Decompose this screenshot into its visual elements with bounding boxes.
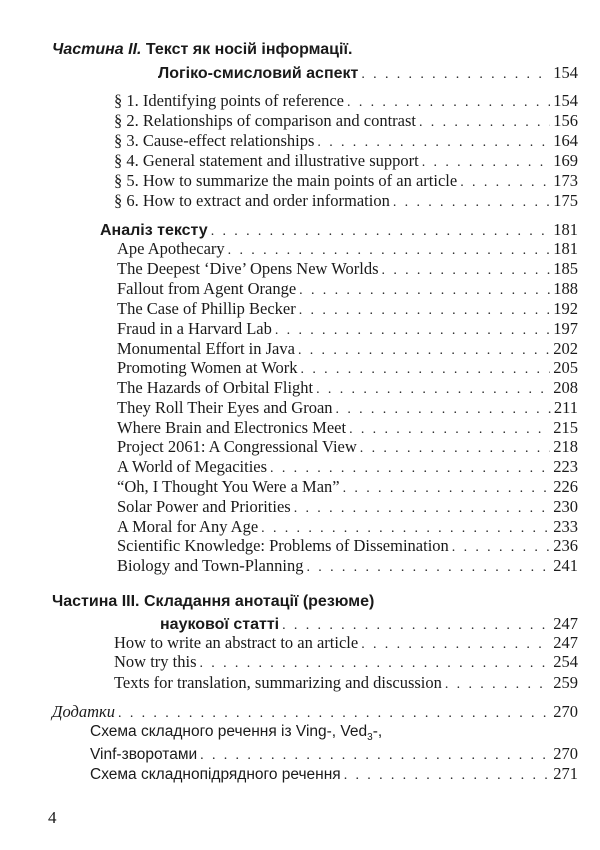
part2-title-label: Логіко-смисловий аспект: [158, 65, 359, 82]
appendix-page: 270: [553, 702, 578, 721]
toc-entry: [117, 279, 578, 299]
toc-entry-label: Monumental Effort in Java: [117, 339, 295, 358]
toc-entry: [114, 111, 578, 131]
dot-leader: [294, 501, 551, 517]
toc-entry-page: 185: [553, 259, 578, 278]
analysis-page: 181: [553, 220, 578, 239]
dot-leader: [282, 618, 550, 634]
toc-entry-label: The Deepest ‘Dive’ Opens New Worlds: [117, 259, 379, 278]
toc-entry-page: 259: [553, 673, 578, 692]
toc-entry-label: Biology and Town-Planning: [117, 556, 304, 575]
toc-entry-label: They Roll Their Eyes and Groan: [117, 398, 333, 417]
toc-entry: [114, 91, 578, 111]
dot-leader: [275, 323, 550, 339]
part2-title-prefix: Частина II.: [52, 41, 142, 58]
toc-entry-page: 254: [553, 652, 578, 671]
toc-entry-label: Scientific Knowledge: Problems of Dissemination: [117, 536, 449, 555]
toc-entry: [117, 378, 578, 398]
toc-entry: [117, 339, 578, 359]
dot-leader: [452, 540, 550, 556]
toc-entry: [114, 652, 578, 672]
dot-leader: [393, 195, 550, 211]
dot-leader: [306, 560, 550, 576]
toc-entry: [114, 151, 578, 171]
dot-leader: [211, 224, 551, 240]
toc-entry-page: 223: [553, 457, 578, 476]
dot-leader: [382, 263, 551, 279]
toc-entry: [117, 319, 578, 339]
toc-entry: [114, 191, 578, 211]
toc-entry-label: Now try this: [114, 652, 197, 671]
toc-entry-label: Project 2061: A Congressional View: [117, 437, 357, 456]
toc-entry-label: § 2. Relationships of comparison and contrast: [114, 111, 416, 130]
toc-entry-page: 156: [553, 111, 578, 130]
dot-leader: [336, 402, 551, 418]
appendix-item2: [90, 764, 578, 784]
dot-leader: [316, 382, 550, 398]
toc-entry: [117, 398, 578, 418]
part2-title-line1: [52, 41, 352, 59]
dot-leader: [360, 441, 550, 457]
dot-leader: [200, 748, 550, 764]
toc-entry-page: 236: [553, 536, 578, 555]
toc-entry-label: § 1. Identifying points of reference: [114, 91, 345, 110]
toc-entry: [117, 239, 578, 259]
toc-entry: [117, 477, 578, 497]
dot-leader: [347, 95, 550, 111]
dot-leader: [460, 175, 550, 191]
dot-leader: [445, 677, 550, 693]
part2-title-line2: [158, 63, 578, 83]
toc-entry-label: A Moral for Any Age: [117, 517, 259, 536]
toc-entry: [114, 633, 578, 653]
toc-entry-page: 202: [553, 339, 578, 358]
toc-entry-page: 169: [553, 151, 578, 170]
part3-title-label: наукової статті: [160, 616, 280, 633]
toc-entry-label: § 3. Cause-effect relationships: [114, 131, 315, 150]
dot-leader: [228, 243, 551, 259]
toc-entry-label: Promoting Women at Work: [117, 358, 298, 377]
dot-leader: [317, 135, 550, 151]
analysis-heading: [100, 220, 578, 240]
appendix-item2-page: 271: [553, 764, 578, 783]
part2-title-text: Текст як носій інформації.: [145, 41, 353, 58]
toc-entry-page: 230: [553, 497, 578, 516]
toc-entry-label: Solar Power and Priorities: [117, 497, 291, 516]
appendix-label: Додатки: [52, 702, 116, 721]
appendix-item1-text-b: -,: [372, 723, 383, 740]
toc-entry-label: § 6. How to extract and order information: [114, 191, 390, 210]
toc-entry-label: The Hazards of Orbital Flight: [117, 378, 314, 397]
toc-entry: [114, 171, 578, 191]
toc-entry-page: 205: [553, 358, 578, 377]
dot-leader: [301, 362, 551, 378]
toc-entry-page: 218: [553, 437, 578, 456]
dot-leader: [343, 481, 551, 497]
toc-entry-page: 208: [553, 378, 578, 397]
dot-leader: [270, 461, 550, 477]
part2-page: 154: [553, 63, 578, 82]
toc-entry-page: 197: [553, 319, 578, 338]
page-number: 4: [48, 808, 57, 827]
toc-entry-page: 247: [553, 633, 578, 652]
toc-entry-label: Where Brain and Electronics Meet: [117, 418, 347, 437]
toc-entry: [117, 418, 578, 438]
toc-entry-label: Ape Apothecary: [117, 239, 225, 258]
toc-entry-page: 164: [553, 131, 578, 150]
dot-leader: [299, 283, 550, 299]
toc-entry-label: Fraud in a Harvard Lab: [117, 319, 272, 338]
toc-entry: [117, 517, 578, 537]
dot-leader: [261, 521, 550, 537]
toc-entry-page: 173: [553, 171, 578, 190]
toc-entry-label: § 4. General statement and illustrative support: [114, 151, 419, 170]
toc-entry-page: 233: [553, 517, 578, 536]
appendix-item1-text-a: Схема складного речення із Ving-, Ved: [90, 723, 368, 740]
dot-leader: [422, 155, 551, 171]
part3-title-line1: Частина III. Складання анотації (резюме): [52, 593, 375, 610]
toc-entry: [117, 457, 578, 477]
appendix-item1-page: 270: [553, 744, 578, 763]
toc-entry: [117, 556, 578, 576]
toc-entry-label: § 5. How to summarize the main points of an article: [114, 171, 458, 190]
appendix-item1-subscript: 3: [367, 732, 373, 744]
dot-leader: [344, 768, 551, 784]
appendix-item1-label: Vinf-зворотами: [90, 746, 198, 763]
toc-entry: [117, 358, 578, 378]
toc-entry-label: The Case of Phillip Becker: [117, 299, 296, 318]
toc-entry-page: 241: [553, 556, 578, 575]
dot-leader: [361, 637, 550, 653]
toc-entry-label: “Oh, I Thought You Were a Man”: [117, 477, 340, 496]
toc-entry: [117, 437, 578, 457]
toc-entry-label: Fallout from Agent Orange: [117, 279, 297, 298]
part3-page: 247: [553, 614, 578, 633]
dot-leader: [118, 706, 550, 722]
appendix-item1-line1: [90, 723, 382, 743]
toc-entry-page: 192: [553, 299, 578, 318]
analysis-label: Аналіз тексту: [100, 222, 208, 239]
toc-entry-page: 215: [553, 418, 578, 437]
toc-entry: [114, 673, 578, 693]
dot-leader: [299, 303, 551, 319]
dot-leader: [419, 115, 550, 131]
toc-entry: [117, 497, 578, 517]
toc-entry-label: A World of Megacities: [117, 457, 268, 476]
dot-leader: [361, 67, 550, 83]
toc-entry-page: 211: [553, 398, 578, 417]
toc-entry-page: 226: [553, 477, 578, 496]
appendix-heading: [52, 702, 578, 722]
toc-entry-label: Texts for translation, summarizing and discussion: [114, 673, 442, 692]
part3-title-line2: [160, 614, 578, 634]
appendix-item1-line2: [90, 744, 578, 764]
toc-entry-page: 188: [553, 279, 578, 298]
toc-entry: [114, 131, 578, 151]
toc-entry-label: How to write an abstract to an article: [114, 633, 359, 652]
toc-entry: [117, 299, 578, 319]
toc-entry-page: 181: [553, 239, 578, 258]
dot-leader: [349, 422, 550, 438]
toc-entry-page: 154: [553, 91, 578, 110]
dot-leader: [200, 656, 551, 672]
toc-entry: [117, 536, 578, 556]
appendix-item2-label: Схема складнопідрядного речення: [90, 766, 341, 783]
dot-leader: [298, 343, 550, 359]
toc-entry: [117, 259, 578, 279]
toc-entry-page: 175: [553, 191, 578, 210]
